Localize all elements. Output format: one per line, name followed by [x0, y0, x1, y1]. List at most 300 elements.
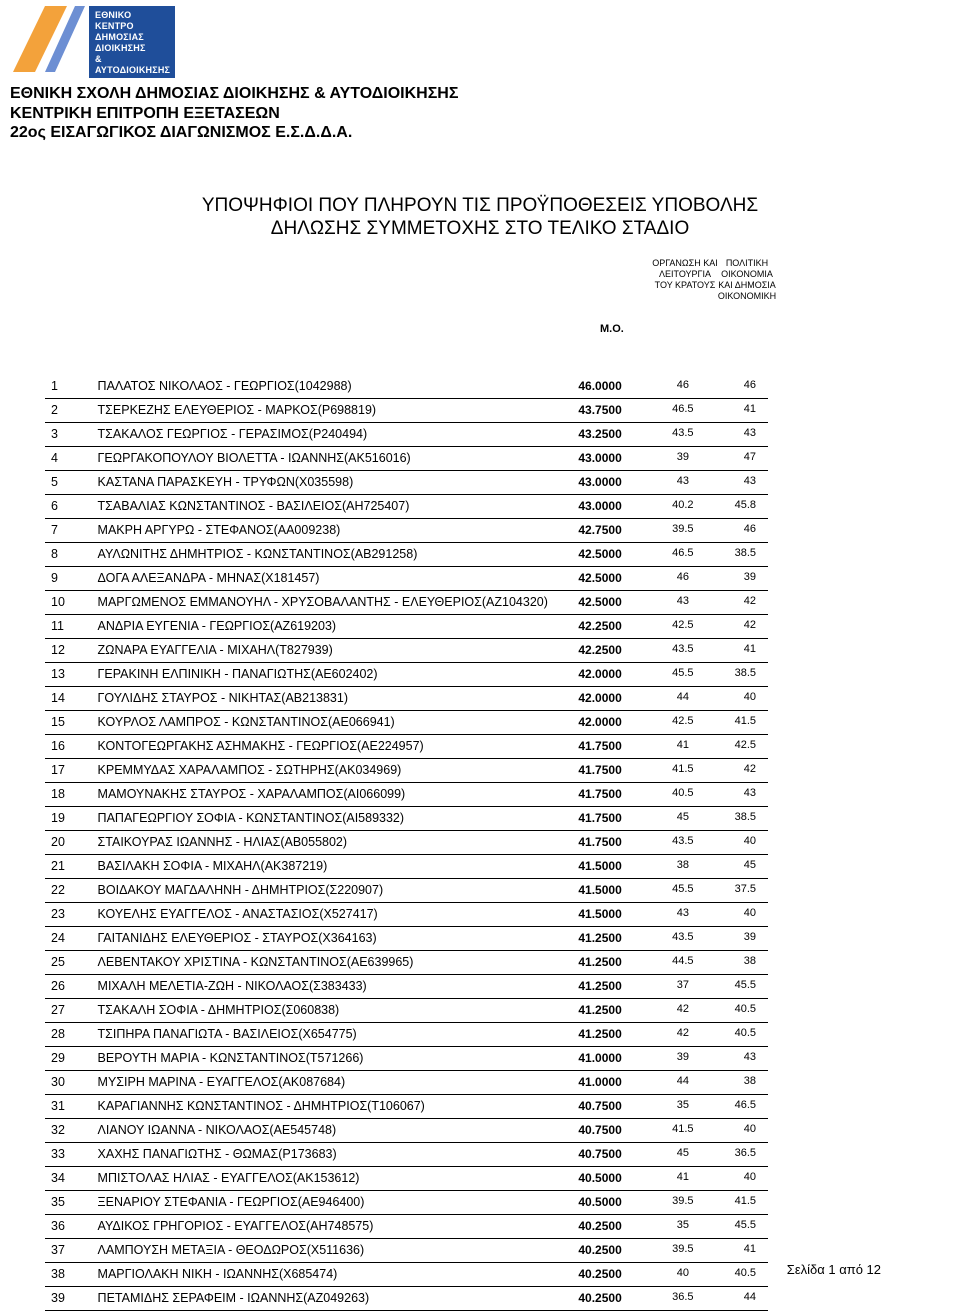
candidate-name [86, 495, 579, 519]
score-economics [708, 471, 768, 495]
score-organization [658, 1191, 708, 1215]
average-score-text: 43.2500 [578, 427, 622, 441]
score-organization-text: 41.5 [672, 763, 694, 775]
average-score-text: 41.7500 [578, 787, 622, 801]
average-score-text: 41.7500 [578, 811, 622, 825]
score-economics-text: 46 [743, 523, 756, 535]
average-score [578, 447, 657, 471]
row-number-text: 20 [51, 835, 65, 849]
average-score-text: 40.2500 [578, 1291, 622, 1305]
score-organization [658, 471, 708, 495]
score-organization-text: 46.5 [672, 403, 694, 415]
score-organization [658, 615, 708, 639]
score-economics-text: 38 [743, 1075, 756, 1087]
score-organization-text: 43.5 [672, 643, 694, 655]
candidate-name [86, 1287, 579, 1311]
score-organization [658, 879, 708, 903]
table-row [45, 879, 768, 903]
row-number-text: 39 [51, 1291, 65, 1305]
row-number [45, 711, 86, 735]
average-score [578, 879, 657, 903]
row-number-text: 36 [51, 1219, 65, 1233]
table-row [45, 1095, 768, 1119]
candidate-name-text: ΠΑΛΑΤΟΣ ΝΙΚΟΛΑΟΣ - ΓΕΩΡΓΙΟΣ(1042988) [97, 379, 352, 393]
table-row [45, 1287, 768, 1311]
score-economics [708, 711, 768, 735]
average-score-text: 42.5000 [578, 547, 622, 561]
score-organization [658, 543, 708, 567]
candidate-name [86, 471, 579, 495]
average-score [578, 615, 657, 639]
score-economics [708, 951, 768, 975]
candidate-name [86, 735, 579, 759]
row-number-text: 33 [51, 1147, 65, 1161]
average-score [578, 1023, 657, 1047]
row-number [45, 1191, 86, 1215]
candidate-name-text: ΓΟΥΛΙΔΗΣ ΣΤΑΥΡΟΣ - ΝΙΚΗΤΑΣ(ΑΒ213831) [97, 691, 348, 705]
average-score [578, 399, 657, 423]
score-organization [658, 1143, 708, 1167]
score-organization-text: 41 [676, 1171, 689, 1183]
score-economics-text: 46.5 [734, 1099, 756, 1111]
score-organization [658, 1215, 708, 1239]
candidate-name-text: ΞΕΝΑΡΙΟΥ ΣΤΕΦΑΝΙΑ - ΓΕΩΡΓΙΟΣ(ΑΕ946400) [97, 1195, 365, 1209]
score-organization-text: 45.5 [672, 667, 694, 679]
candidate-name-text: ΔΟΓΑ ΑΛΕΞΑΝΔΡΑ - ΜΗΝΑΣ(Χ181457) [97, 571, 320, 585]
logo-line: & [95, 54, 102, 64]
row-number [45, 1023, 86, 1047]
table-row [45, 831, 768, 855]
table-row [45, 375, 768, 399]
row-number [45, 495, 86, 519]
table-row [45, 1119, 768, 1143]
candidate-name-text: ΓΕΩΡΓΑΚΟΠΟΥΛΟΥ ΒΙΟΛΕΤΤΑ - ΙΩΑΝΝΗΣ(ΑΚ516016) [97, 451, 411, 465]
candidate-name [86, 951, 579, 975]
table-row [45, 471, 768, 495]
score-organization-text: 40 [676, 1267, 689, 1279]
row-number-text: 32 [51, 1123, 65, 1137]
score-economics [708, 1167, 768, 1191]
score-organization [658, 447, 708, 471]
candidate-name [86, 687, 579, 711]
candidate-name [86, 1239, 579, 1263]
average-score [578, 687, 657, 711]
candidate-name [86, 1095, 579, 1119]
score-economics-text: 38.5 [734, 667, 756, 679]
average-score [578, 1239, 657, 1263]
row-number-text: 26 [51, 979, 65, 993]
average-score-text: 41.2500 [578, 955, 622, 969]
score-organization-text: 39.5 [672, 523, 694, 535]
candidate-name-text: ΛΙΑΝΟΥ ΙΩΑΝΝΑ - ΝΙΚΟΛΑΟΣ(ΑΕ545748) [97, 1123, 337, 1137]
row-number-text: 5 [51, 475, 58, 489]
row-number-text: 13 [51, 667, 65, 681]
score-organization [658, 903, 708, 927]
score-economics-text: 40.5 [734, 1003, 756, 1015]
candidate-name-text: ΤΣΑΚΑΛΗ ΣΟΦΙΑ - ΔΗΜΗΤΡΙΟΣ(Σ060838) [97, 1003, 340, 1017]
average-score [578, 951, 657, 975]
candidate-name-text: ΚΑΡΑΓΙΑΝΝΗΣ ΚΩΝΣΤΑΝΤΙΝΟΣ - ΔΗΜΗΤΡΙΟΣ(Τ106067) [97, 1099, 425, 1113]
score-organization-text: 46 [676, 379, 689, 391]
row-number [45, 639, 86, 663]
logo-text [95, 10, 170, 76]
score-economics-text: 46 [743, 379, 756, 391]
candidate-name [86, 927, 579, 951]
average-score-text: 43.0000 [578, 499, 622, 513]
table-row [45, 735, 768, 759]
average-score [578, 1263, 657, 1287]
score-economics-text: 40.5 [734, 1267, 756, 1279]
score-economics-text: 41.5 [734, 715, 756, 727]
header-line-3: 22ος ΕΙΣΑΓΩΓΙΚΟΣ ΔΙΑΓΩΝΙΣΜΟΣ Ε.Σ.Δ.Δ.Α. [10, 124, 353, 141]
candidate-name [86, 543, 579, 567]
candidate-name [86, 711, 579, 735]
candidate-name-text: ΖΩΝΑΡΑ ΕΥΑΓΓΕΛΙΑ - ΜΙΧΑΗΛ(Τ827939) [97, 643, 333, 657]
average-score [578, 975, 657, 999]
row-number [45, 471, 86, 495]
score-organization-text: 41 [676, 739, 689, 751]
row-number-text: 3 [51, 427, 58, 441]
average-score [578, 1119, 657, 1143]
score-organization-text: 44.5 [672, 955, 694, 967]
score-economics [708, 1047, 768, 1071]
score-economics-text: 41 [743, 1243, 756, 1255]
score-economics-text: 40.5 [734, 1027, 756, 1039]
table-row [45, 423, 768, 447]
row-number [45, 1215, 86, 1239]
row-number-text: 14 [51, 691, 65, 705]
logo-line: ΑΥΤΟΔΙΟΙΚΗΣΗΣ [95, 65, 171, 75]
average-score-text: 41.0000 [578, 1075, 622, 1089]
row-number-text: 28 [51, 1027, 65, 1041]
candidate-name-text: ΤΣΕΡΚΕΖΗΣ ΕΛΕΥΘΕΡΙΟΣ - ΜΑΡΚΟΣ(Ρ698819) [97, 403, 377, 417]
average-score-text: 41.7500 [578, 835, 622, 849]
score-organization [658, 519, 708, 543]
average-score [578, 759, 657, 783]
row-number-text: 31 [51, 1099, 65, 1113]
table-row [45, 927, 768, 951]
row-number [45, 1095, 86, 1119]
score-organization [658, 855, 708, 879]
score-economics [708, 591, 768, 615]
table-row [45, 711, 768, 735]
results-table [45, 375, 768, 1311]
row-number [45, 663, 86, 687]
row-number [45, 1047, 86, 1071]
average-score [578, 903, 657, 927]
average-score-text: 40.5000 [578, 1171, 622, 1185]
column-header-line: ΟΡΓΑΝΩΣΗ ΚΑΙ [652, 258, 718, 268]
score-organization-text: 45.5 [672, 883, 694, 895]
candidate-name [86, 567, 579, 591]
page-number: Σελίδα 1 από 12 [786, 1262, 881, 1277]
score-organization [658, 807, 708, 831]
candidate-name [86, 879, 579, 903]
table-row [45, 1143, 768, 1167]
candidate-name [86, 1263, 579, 1287]
average-score [578, 375, 657, 399]
row-number [45, 399, 86, 423]
table-row [45, 1167, 768, 1191]
candidate-name-text: ΑΥΔΙΚΟΣ ΓΡΗΓΟΡΙΟΣ - ΕΥΑΓΓΕΛΟΣ(ΑΗ748575) [97, 1219, 374, 1233]
row-number [45, 951, 86, 975]
score-economics-text: 40 [743, 1171, 756, 1183]
score-organization-text: 45 [676, 811, 689, 823]
average-score-text: 40.7500 [578, 1147, 622, 1161]
row-number [45, 1287, 86, 1311]
candidate-name [86, 1047, 579, 1071]
score-organization-text: 38 [676, 859, 689, 871]
average-score-text: 40.2500 [578, 1243, 622, 1257]
score-economics [708, 927, 768, 951]
score-economics-text: 43 [743, 1051, 756, 1063]
score-economics [708, 903, 768, 927]
score-organization-text: 39.5 [672, 1195, 694, 1207]
score-organization [658, 927, 708, 951]
row-number-text: 10 [51, 595, 65, 609]
candidate-name-text: ΜΥΣΙΡΗ ΜΑΡΙΝΑ - ΕΥΑΓΓΕΛΟΣ(ΑΚ087684) [97, 1075, 346, 1089]
score-economics-text: 42 [743, 595, 756, 607]
average-score-text: 40.5000 [578, 1195, 622, 1209]
row-number-text: 16 [51, 739, 65, 753]
row-number [45, 591, 86, 615]
score-organization [658, 783, 708, 807]
header-line-2: ΚΕΝΤΡΙΚΗ ΕΠΙΤΡΟΠΗ ΕΞΕΤΑΣΕΩΝ [10, 104, 280, 122]
table-row [45, 1047, 768, 1071]
average-score [578, 1071, 657, 1095]
row-number-text: 21 [51, 859, 65, 873]
candidate-name-text: ΚΟΥΡΛΟΣ ΛΑΜΠΡΟΣ - ΚΩΝΣΤΑΝΤΙΝΟΣ(ΑΕ066941) [97, 715, 395, 729]
column-header-line: ΛΕΙΤΟΥΡΓΙΑ [658, 269, 712, 279]
row-number [45, 1143, 86, 1167]
results-table-body [45, 375, 768, 1311]
candidate-name [86, 615, 579, 639]
row-number-text: 19 [51, 811, 65, 825]
row-number [45, 447, 86, 471]
score-organization [658, 495, 708, 519]
score-economics [708, 999, 768, 1023]
candidate-name-text: ΑΥΛΩΝΙΤΗΣ ΔΗΜΗΤΡΙΟΣ - ΚΩΝΣΤΑΝΤΙΝΟΣ(ΑΒ291258) [97, 547, 418, 561]
average-score-text: 41.5000 [578, 883, 622, 897]
score-economics [708, 1095, 768, 1119]
candidate-name [86, 399, 579, 423]
average-score [578, 1047, 657, 1071]
score-economics [708, 615, 768, 639]
average-score [578, 1143, 657, 1167]
logo-line: ΔΙΟΙΚΗΣΗΣ [95, 43, 146, 53]
score-organization-text: 43.5 [672, 931, 694, 943]
score-organization [658, 975, 708, 999]
score-organization-text: 42.5 [672, 619, 694, 631]
score-economics [708, 807, 768, 831]
row-number-text: 7 [51, 523, 58, 537]
candidate-name [86, 375, 579, 399]
row-number [45, 903, 86, 927]
candidate-name-text: ΛΑΜΠΟΥΣΗ ΜΕΤΑΞΙΑ - ΘΕΟΔΩΡΟΣ(Χ511636) [97, 1243, 365, 1257]
column-header-line: ΚΑΙ ΔΗΜΟΣΙΑ [718, 280, 776, 290]
row-number-text: 17 [51, 763, 65, 777]
score-organization-text: 46.5 [672, 547, 694, 559]
score-organization-text: 40.2 [672, 499, 694, 511]
candidate-name-text: ΜΠΙΣΤΟΛΑΣ ΗΛΙΑΣ - ΕΥΑΓΓΕΛΟΣ(ΑΚ153612) [97, 1171, 360, 1185]
table-row [45, 807, 768, 831]
candidate-name-text: ΧΑΧΗΣ ΠΑΝΑΓΙΩΤΗΣ - ΘΩΜΑΣ(Ρ173683) [97, 1147, 337, 1161]
row-number [45, 1263, 86, 1287]
average-score-text: 40.2500 [578, 1267, 622, 1281]
average-score-text: 41.5000 [578, 907, 622, 921]
score-organization [658, 1287, 708, 1311]
score-organization-text: 44 [676, 1075, 689, 1087]
candidate-name-text: ΜΑΚΡΗ ΑΡΓΥΡΩ - ΣΤΕΦΑΝΟΣ(ΑΑ009238) [97, 523, 341, 537]
score-economics [708, 447, 768, 471]
score-economics [708, 567, 768, 591]
candidate-name [86, 807, 579, 831]
score-economics [708, 687, 768, 711]
row-number-text: 6 [51, 499, 58, 513]
average-score-text: 42.0000 [578, 691, 622, 705]
candidate-name-text: ΜΙΧΑΛΗ ΜΕΛΕΤΙΑ-ΖΩΗ - ΝΙΚΟΛΑΟΣ(Σ383433) [97, 979, 367, 993]
score-economics [708, 783, 768, 807]
score-organization [658, 687, 708, 711]
candidate-name-text: ΒΑΣΙΛΑΚΗ ΣΟΦΙΑ - ΜΙΧΑΗΛ(ΑΚ387219) [97, 859, 328, 873]
candidate-name [86, 591, 579, 615]
average-score-text: 40.2500 [578, 1219, 622, 1233]
row-number [45, 879, 86, 903]
candidate-name [86, 663, 579, 687]
score-economics-text: 39 [743, 571, 756, 583]
candidate-name [86, 783, 579, 807]
candidate-name-text: ΚΑΣΤΑΝΑ ΠΑΡΑΣΚΕΥΗ - ΤΡΥΦΩΝ(Χ035598) [97, 475, 354, 489]
row-number [45, 1119, 86, 1143]
average-score-text: 42.5000 [578, 595, 622, 609]
row-number-text: 12 [51, 643, 65, 657]
average-score [578, 855, 657, 879]
average-score-text: 40.7500 [578, 1123, 622, 1137]
score-organization-text: 35 [676, 1219, 689, 1231]
score-economics [708, 735, 768, 759]
table-row [45, 1239, 768, 1263]
score-economics-text: 42.5 [734, 739, 756, 751]
row-number [45, 1071, 86, 1095]
score-organization-text: 37 [676, 979, 689, 991]
average-score [578, 471, 657, 495]
average-score [578, 1215, 657, 1239]
average-score-text: 42.2500 [578, 619, 622, 633]
logo-line: ΔΗΜΟΣΙΑΣ [95, 32, 144, 42]
table-row [45, 999, 768, 1023]
score-economics-text: 45.5 [734, 1219, 756, 1231]
score-organization-text: 42 [676, 1003, 689, 1015]
document-header [10, 84, 458, 143]
table-row [45, 1215, 768, 1239]
column-header-average: Μ.Ο. [600, 323, 624, 335]
score-economics [708, 399, 768, 423]
candidate-name-text: ΒΕΡΟΥΤΗ ΜΑΡΙΑ - ΚΩΝΣΤΑΝΤΙΝΟΣ(Τ571266) [97, 1051, 364, 1065]
score-economics [708, 495, 768, 519]
candidate-name [86, 1143, 579, 1167]
score-economics [708, 375, 768, 399]
score-economics [708, 1071, 768, 1095]
average-score-text: 41.2500 [578, 931, 622, 945]
column-header-line: ΠΟΛΙΤΙΚΗ [725, 258, 769, 268]
row-number [45, 759, 86, 783]
table-row [45, 759, 768, 783]
score-organization [658, 999, 708, 1023]
score-economics [708, 1287, 768, 1311]
average-score-text: 42.0000 [578, 667, 622, 681]
average-score-text: 42.7500 [578, 523, 622, 537]
score-organization [658, 1167, 708, 1191]
score-organization [658, 423, 708, 447]
score-economics-text: 41 [743, 403, 756, 415]
candidate-name [86, 423, 579, 447]
average-score-text: 42.2500 [578, 643, 622, 657]
candidate-name [86, 975, 579, 999]
candidate-name [86, 447, 579, 471]
candidate-name-text: ΜΑΡΓΙΟΛΑΚΗ ΝΙΚΗ - ΙΩΑΝΝΗΣ(Χ685474) [97, 1267, 338, 1281]
average-score [578, 807, 657, 831]
table-row [45, 687, 768, 711]
candidate-name-text: ΜΑΜΟΥΝΑΚΗΣ ΣΤΑΥΡΟΣ - ΧΑΡΑΛΑΜΠΟΣ(ΑΙ066099) [97, 787, 406, 801]
score-economics-text: 40 [743, 691, 756, 703]
score-organization [658, 759, 708, 783]
table-row [45, 783, 768, 807]
score-economics [708, 1215, 768, 1239]
score-economics-text: 40 [743, 835, 756, 847]
score-economics-text: 41.5 [734, 1195, 756, 1207]
score-organization [658, 375, 708, 399]
candidate-name [86, 1023, 579, 1047]
table-row [45, 663, 768, 687]
score-economics [708, 1143, 768, 1167]
document-title-line-1: ΥΠΟΨΗΦΙΟΙ ΠΟΥ ΠΛΗΡΟΥΝ ΤΙΣ ΠΡΟΫΠΟΘΕΣΕΙΣ ΥΠΟΒΟΛΗΣ [201, 195, 759, 216]
score-organization [658, 639, 708, 663]
score-organization-text: 43.5 [672, 427, 694, 439]
candidate-name [86, 999, 579, 1023]
score-organization-text: 46 [676, 571, 689, 583]
score-economics [708, 543, 768, 567]
average-score-text: 41.7500 [578, 763, 622, 777]
row-number [45, 1239, 86, 1263]
score-organization-text: 45 [676, 1147, 689, 1159]
score-organization [658, 1119, 708, 1143]
column-header-line: ΤΟΥ ΚΡΑΤΟΥΣ [654, 280, 716, 290]
table-row [45, 591, 768, 615]
row-number-text: 1 [51, 379, 58, 393]
table-row [45, 903, 768, 927]
row-number-text: 27 [51, 1003, 65, 1017]
table-row [45, 615, 768, 639]
score-economics-text: 45.5 [734, 979, 756, 991]
row-number [45, 1167, 86, 1191]
score-economics [708, 759, 768, 783]
score-organization [658, 1071, 708, 1095]
table-row [45, 951, 768, 975]
average-score [578, 663, 657, 687]
average-score [578, 831, 657, 855]
row-number-text: 11 [51, 619, 64, 633]
candidate-name [86, 831, 579, 855]
candidate-name [86, 855, 579, 879]
header-line-1: ΕΘΝΙΚΗ ΣΧΟΛΗ ΔΗΜΟΣΙΑΣ ΔΙΟΙΚΗΣΗΣ & ΑΥΤΟΔΙΟΙΚΗΣΗΣ [10, 85, 459, 102]
average-score-text: 46.0000 [578, 379, 622, 393]
row-number [45, 735, 86, 759]
average-score [578, 735, 657, 759]
row-number [45, 519, 86, 543]
candidate-name-text: ΓΑΙΤΑΝΙΔΗΣ ΕΛΕΥΘΕΡΙΟΣ - ΣΤΑΥΡΟΣ(Χ364163) [97, 931, 377, 945]
average-score [578, 567, 657, 591]
row-number [45, 543, 86, 567]
